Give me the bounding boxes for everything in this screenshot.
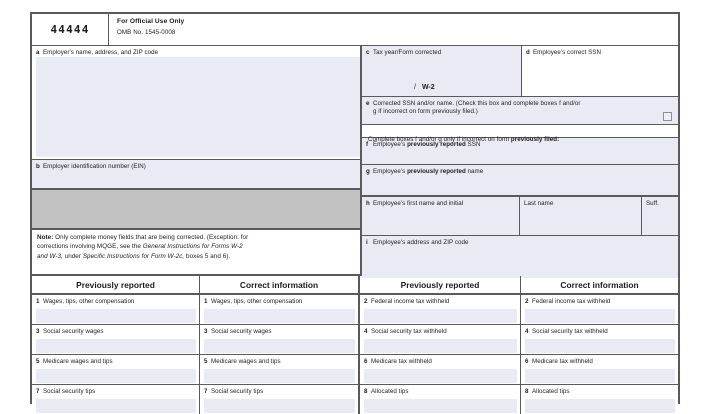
money-cell-box-number: 7 (204, 387, 208, 395)
box-h-letter: h (366, 200, 370, 207)
note-line-2-plain: corrections involving MQGE, see the (37, 243, 143, 251)
money-cell-caption (204, 358, 358, 368)
box-h-first-name-and-initial[interactable] (362, 197, 520, 235)
box-i-caption (366, 239, 678, 247)
header-left-previously-reported: Previously reported (32, 276, 200, 293)
money-cell-caption (525, 298, 678, 308)
box-e-caption (366, 100, 642, 117)
money-cell-caption (36, 298, 199, 308)
box-g-label-post: name (465, 168, 484, 175)
box-b-employer-ein[interactable] (32, 159, 360, 190)
money-cell-box-2-previously-reported[interactable] (360, 295, 521, 324)
money-cell-amount-input[interactable] (525, 369, 675, 384)
money-cell-label: Allocated tips (371, 387, 409, 395)
money-cell-box-7-correct-information[interactable] (200, 385, 360, 414)
money-cell-caption (36, 388, 199, 398)
money-cell-amount-input[interactable] (525, 309, 675, 324)
money-cell-amount-input[interactable] (36, 309, 196, 324)
money-rows-table (32, 295, 678, 414)
w2c-form (30, 12, 680, 404)
money-cell-box-8-correct-information[interactable] (521, 385, 678, 414)
money-cell-box-number: 7 (36, 387, 40, 395)
omb-number: OMB No. 1545-0008 (117, 28, 176, 36)
money-row (32, 385, 678, 414)
money-cell-label: Allocated tips (532, 387, 570, 395)
box-e-label-line-1: Corrected SSN and/or name. (Check this box and complete boxes f and/or (373, 100, 581, 107)
money-cell-box-4-previously-reported[interactable] (360, 325, 521, 354)
box-a-input-area[interactable] (36, 57, 360, 157)
box-c-tax-year-form-corrected[interactable] (362, 46, 522, 96)
money-row (32, 325, 678, 355)
box-c-slash: / (414, 84, 416, 91)
money-cell-box-number: 4 (364, 327, 368, 335)
row-h-employee-name (362, 197, 678, 236)
note-line-3-plain-b: boxes 5 and 6). (184, 252, 231, 260)
money-columns-header-band (32, 274, 678, 295)
money-cell-label: Social security tips (211, 387, 264, 395)
money-cell-amount-input[interactable] (525, 399, 675, 414)
money-cell-box-number: 3 (36, 327, 40, 335)
box-f-label-bold: previously reported (407, 141, 466, 148)
money-cell-box-6-correct-information[interactable] (521, 355, 678, 384)
money-cell-box-number: 3 (204, 327, 208, 335)
money-cell-box-1-previously-reported[interactable] (32, 295, 200, 324)
note-block (32, 228, 360, 272)
box-d-label: Employee's correct SSN (533, 49, 601, 56)
note-line-2-italic: General Instructions for Forms W-2 (142, 243, 243, 251)
official-use-box (109, 14, 678, 45)
form-right-column (362, 46, 678, 274)
money-cell-caption (364, 298, 520, 308)
money-cell-amount-input[interactable] (364, 309, 517, 324)
money-cell-amount-input[interactable] (204, 399, 355, 414)
box-b-label: Employer identification number (EIN) (43, 163, 146, 170)
money-cell-caption (364, 388, 520, 398)
money-cell-label: Federal income tax withheld (371, 297, 450, 305)
box-g-label-pre: Employee's (373, 168, 408, 175)
money-cell-amount-input[interactable] (36, 369, 196, 384)
box-e-checkbox[interactable] (663, 112, 672, 121)
box-d-employee-correct-ssn[interactable] (522, 46, 678, 96)
money-cell-box-3-previously-reported[interactable] (32, 325, 200, 354)
header-left-correct-information: Correct information (200, 276, 360, 293)
money-cell-caption (364, 358, 520, 368)
money-cell-box-number: 5 (36, 357, 40, 365)
money-cell-amount-input[interactable] (36, 399, 196, 414)
note-line-3-italic-a: and W-3, (37, 252, 63, 260)
money-row (32, 295, 678, 325)
money-cell-caption (525, 358, 678, 368)
box-h-suffix[interactable] (642, 197, 678, 235)
money-cell-amount-input[interactable] (204, 339, 355, 354)
money-cell-label: Social security wages (43, 327, 104, 335)
note-line-3-italic-b: Specific Instructions for Form W-2c, (82, 252, 185, 260)
note-line-3 (37, 252, 352, 261)
header-right-correct-information: Correct information (560, 279, 639, 290)
money-cell-amount-input[interactable] (204, 309, 355, 324)
box-i-employee-address[interactable] (362, 236, 678, 278)
box-a-employer-name-address[interactable] (32, 46, 360, 159)
control-number-value: 44444 (50, 23, 90, 36)
box-c-form-tag: W-2 (421, 84, 435, 91)
complete-bar-plain: Complete boxes f and/or g only if incorrect on form (368, 135, 511, 143)
control-number-box (32, 14, 109, 45)
box-a-caption (36, 49, 360, 57)
money-cell-box-number: 8 (364, 387, 368, 395)
box-g-letter: g (366, 168, 370, 175)
money-cell-box-number: 4 (525, 327, 529, 335)
box-h-label: Employee's first name and initial (373, 200, 464, 207)
form-upper-body (32, 46, 678, 274)
money-cell-box-5-previously-reported[interactable] (32, 355, 200, 384)
money-cell-caption (36, 328, 199, 338)
box-e-letter: e (366, 100, 370, 107)
money-cell-amount-input[interactable] (525, 339, 675, 354)
money-cell-caption (204, 298, 358, 308)
money-cell-box-8-previously-reported[interactable] (360, 385, 521, 414)
money-cell-caption (204, 388, 358, 398)
money-cell-label: Medicare tax withheld (371, 357, 432, 365)
money-cell-box-5-correct-information[interactable] (200, 355, 360, 384)
money-cell-box-number: 2 (525, 297, 529, 305)
money-cell-box-1-correct-information[interactable] (200, 295, 360, 324)
box-c-label: Tax year/Form corrected (373, 49, 442, 56)
money-cell-box-number: 8 (525, 387, 529, 395)
money-cell-caption (525, 388, 678, 398)
box-a-letter: a (36, 49, 40, 56)
money-cell-box-number: 5 (204, 357, 208, 365)
money-cell-label: Medicare wages and tips (43, 357, 113, 365)
money-cell-box-2-correct-information[interactable] (521, 295, 678, 324)
complete-boxes-instruction-bar (362, 125, 678, 143)
money-cell-caption (525, 328, 678, 338)
row-c-d (362, 46, 678, 97)
box-b-caption (36, 163, 360, 171)
note-line-3-plain-a: under (62, 252, 83, 260)
official-use-title: For Official Use Only (117, 18, 185, 25)
box-i-label: Employee's address and ZIP code (373, 239, 469, 246)
box-c-caption (366, 49, 521, 57)
box-i-letter: i (366, 239, 368, 246)
money-cell-amount-input[interactable] (364, 399, 517, 414)
note-bold-prefix: Note: (37, 234, 54, 241)
money-cell-amount-input[interactable] (364, 369, 517, 384)
money-cell-box-number: 6 (525, 357, 529, 365)
box-h-last-name[interactable] (520, 197, 642, 235)
money-row (32, 355, 678, 385)
box-e-corrected-ssn-or-name (362, 97, 678, 125)
money-cell-label: Social security tax withheld (532, 327, 608, 335)
note-line-1-rest: Only complete money fields that are being corrected. (Exception: for (53, 234, 249, 241)
box-h-last-name-label: Last name (524, 200, 554, 207)
money-cell-label: Wages, tips, other compensation (211, 297, 303, 305)
box-d-caption (526, 49, 678, 57)
money-cell-box-number: 6 (364, 357, 368, 365)
money-cell-label: Medicare tax withheld (532, 357, 593, 365)
header-right-previously-reported: Previously reported (360, 276, 521, 293)
money-cell-caption (36, 358, 199, 368)
box-g-caption (366, 168, 678, 176)
box-f-label-post: SSN (465, 141, 481, 148)
money-cell-box-4-correct-information[interactable] (521, 325, 678, 354)
box-d-letter: d (526, 49, 530, 56)
box-g-label-bold: previously reported (407, 168, 466, 175)
box-f-letter: f (366, 141, 369, 148)
money-cell-amount-input[interactable] (204, 369, 355, 384)
note-line-1 (37, 233, 352, 242)
money-cell-box-number: 1 (36, 297, 40, 305)
gray-filler-block (32, 190, 360, 228)
money-cell-label: Medicare wages and tips (211, 357, 281, 365)
money-cell-box-3-correct-information[interactable] (200, 325, 360, 354)
money-cell-label: Federal income tax withheld (532, 297, 611, 305)
money-cell-box-number: 1 (204, 297, 208, 305)
money-cell-caption (364, 328, 520, 338)
money-cell-label: Social security tax withheld (371, 327, 447, 335)
money-cell-caption (204, 328, 358, 338)
money-cell-box-6-previously-reported[interactable] (360, 355, 521, 384)
money-cell-label: Wages, tips, other compensation (43, 297, 135, 305)
money-cell-amount-input[interactable] (36, 339, 196, 354)
box-e-label-line-2: g if incorrect on form previously filed.) (373, 108, 478, 116)
form-top-strip (32, 14, 678, 46)
money-cell-label: Social security tips (43, 387, 96, 395)
box-c-year-form-marker (414, 84, 435, 91)
box-h-suffix-label: Suff. (646, 200, 659, 207)
box-h-caption (366, 200, 519, 208)
money-cell-box-number: 2 (364, 297, 368, 305)
box-a-label: Employer's name, address, and ZIP code (43, 49, 159, 56)
money-cell-box-7-previously-reported[interactable] (32, 385, 200, 414)
box-f-label-pre: Employee's (373, 141, 408, 148)
box-b-letter: b (36, 163, 40, 170)
form-left-column (32, 46, 362, 274)
money-cell-label: Social security wages (211, 327, 272, 335)
box-g-previously-reported-name[interactable] (362, 165, 678, 197)
complete-bar-bold: previously filed: (510, 135, 560, 143)
money-cell-amount-input[interactable] (364, 339, 517, 354)
box-c-letter: c (366, 49, 370, 56)
note-line-2 (37, 242, 352, 251)
